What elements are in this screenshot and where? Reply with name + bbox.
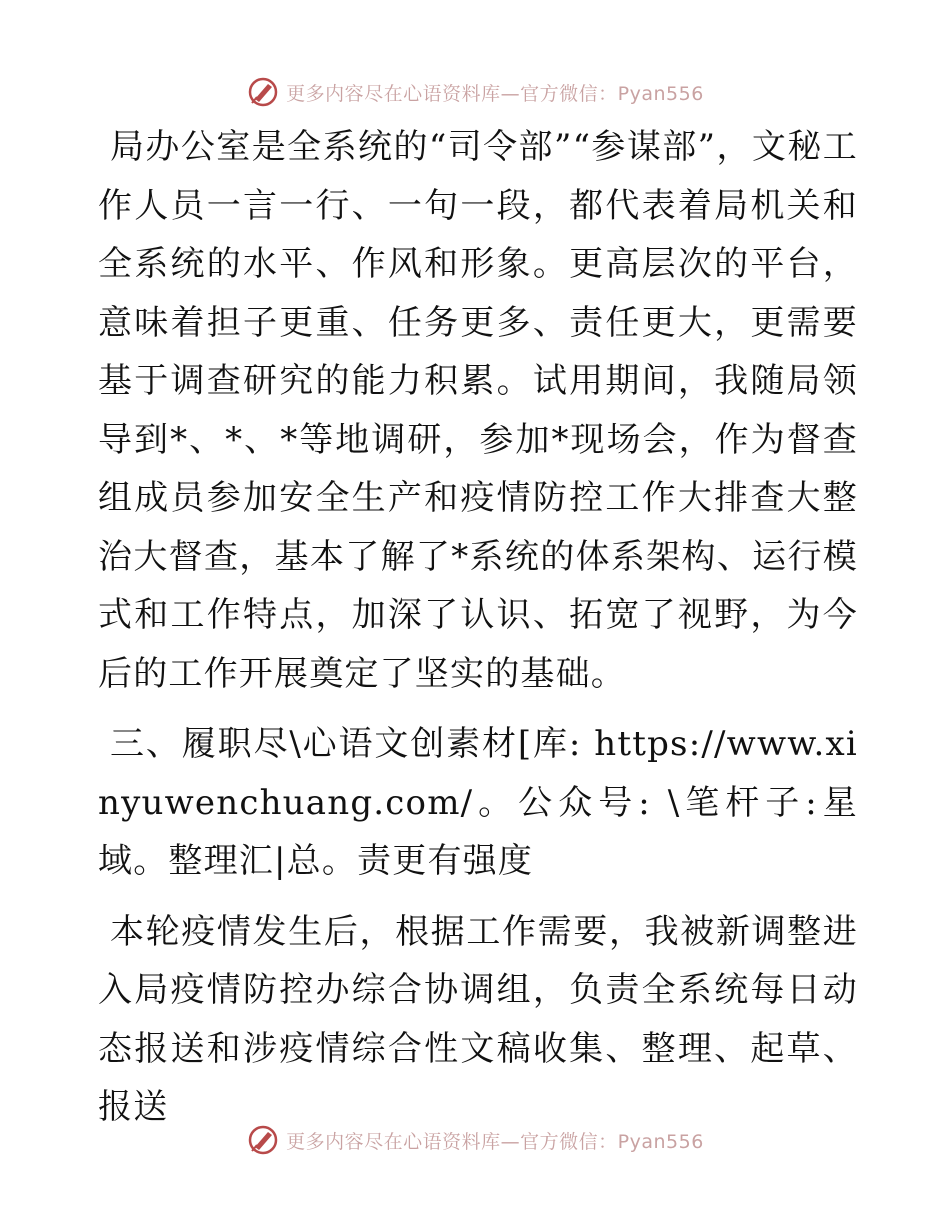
brand-logo-icon	[246, 1123, 280, 1157]
watermark-text: 更多内容尽在心语资料库—官方微信：Pyan556	[286, 82, 704, 105]
footer-watermark	[0, 1120, 950, 1160]
brand-logo-icon	[246, 75, 280, 109]
header-watermark	[0, 72, 950, 112]
paragraph-office-role: 局办公室是全系统的“司令部”“参谋部”，文秘工作人员一言一行、一句一段，都代表着局机关和全系统的水平、作风和形象。更高层次的平台，意味着担子更重、任务更多、责任更大，更需要基于调查研究的能力积累。试用期间，我随局领导到*、*、*等地调研，参加*现场会，作为督查组成员参加安全生产和疫情防控工作大排查大整治大督查，基本了解了*系统的体系架构、运行模式和工作特点，加深了认识、拓宽了视野，为今后的工作开展奠定了坚实的基础。	[98, 127, 858, 694]
watermark-text: 更多内容尽在心语资料库—官方微信：Pyan556	[286, 1130, 704, 1153]
paragraph-section-heading: 三、履职尽\心语文创素材[库: https://www.xinyuwenchuang.com/。公众号: \笔杆子:星域。整理汇|总。责更有强度	[98, 724, 858, 881]
paragraph-epidemic-work: 本轮疫情发生后，根据工作需要，我被新调整进入局疫情防控办综合协调组，负责全系统每日动态报送和涉疫情综合性文稿收集、整理、起草、报送	[98, 911, 858, 1127]
document-body	[98, 118, 858, 1137]
